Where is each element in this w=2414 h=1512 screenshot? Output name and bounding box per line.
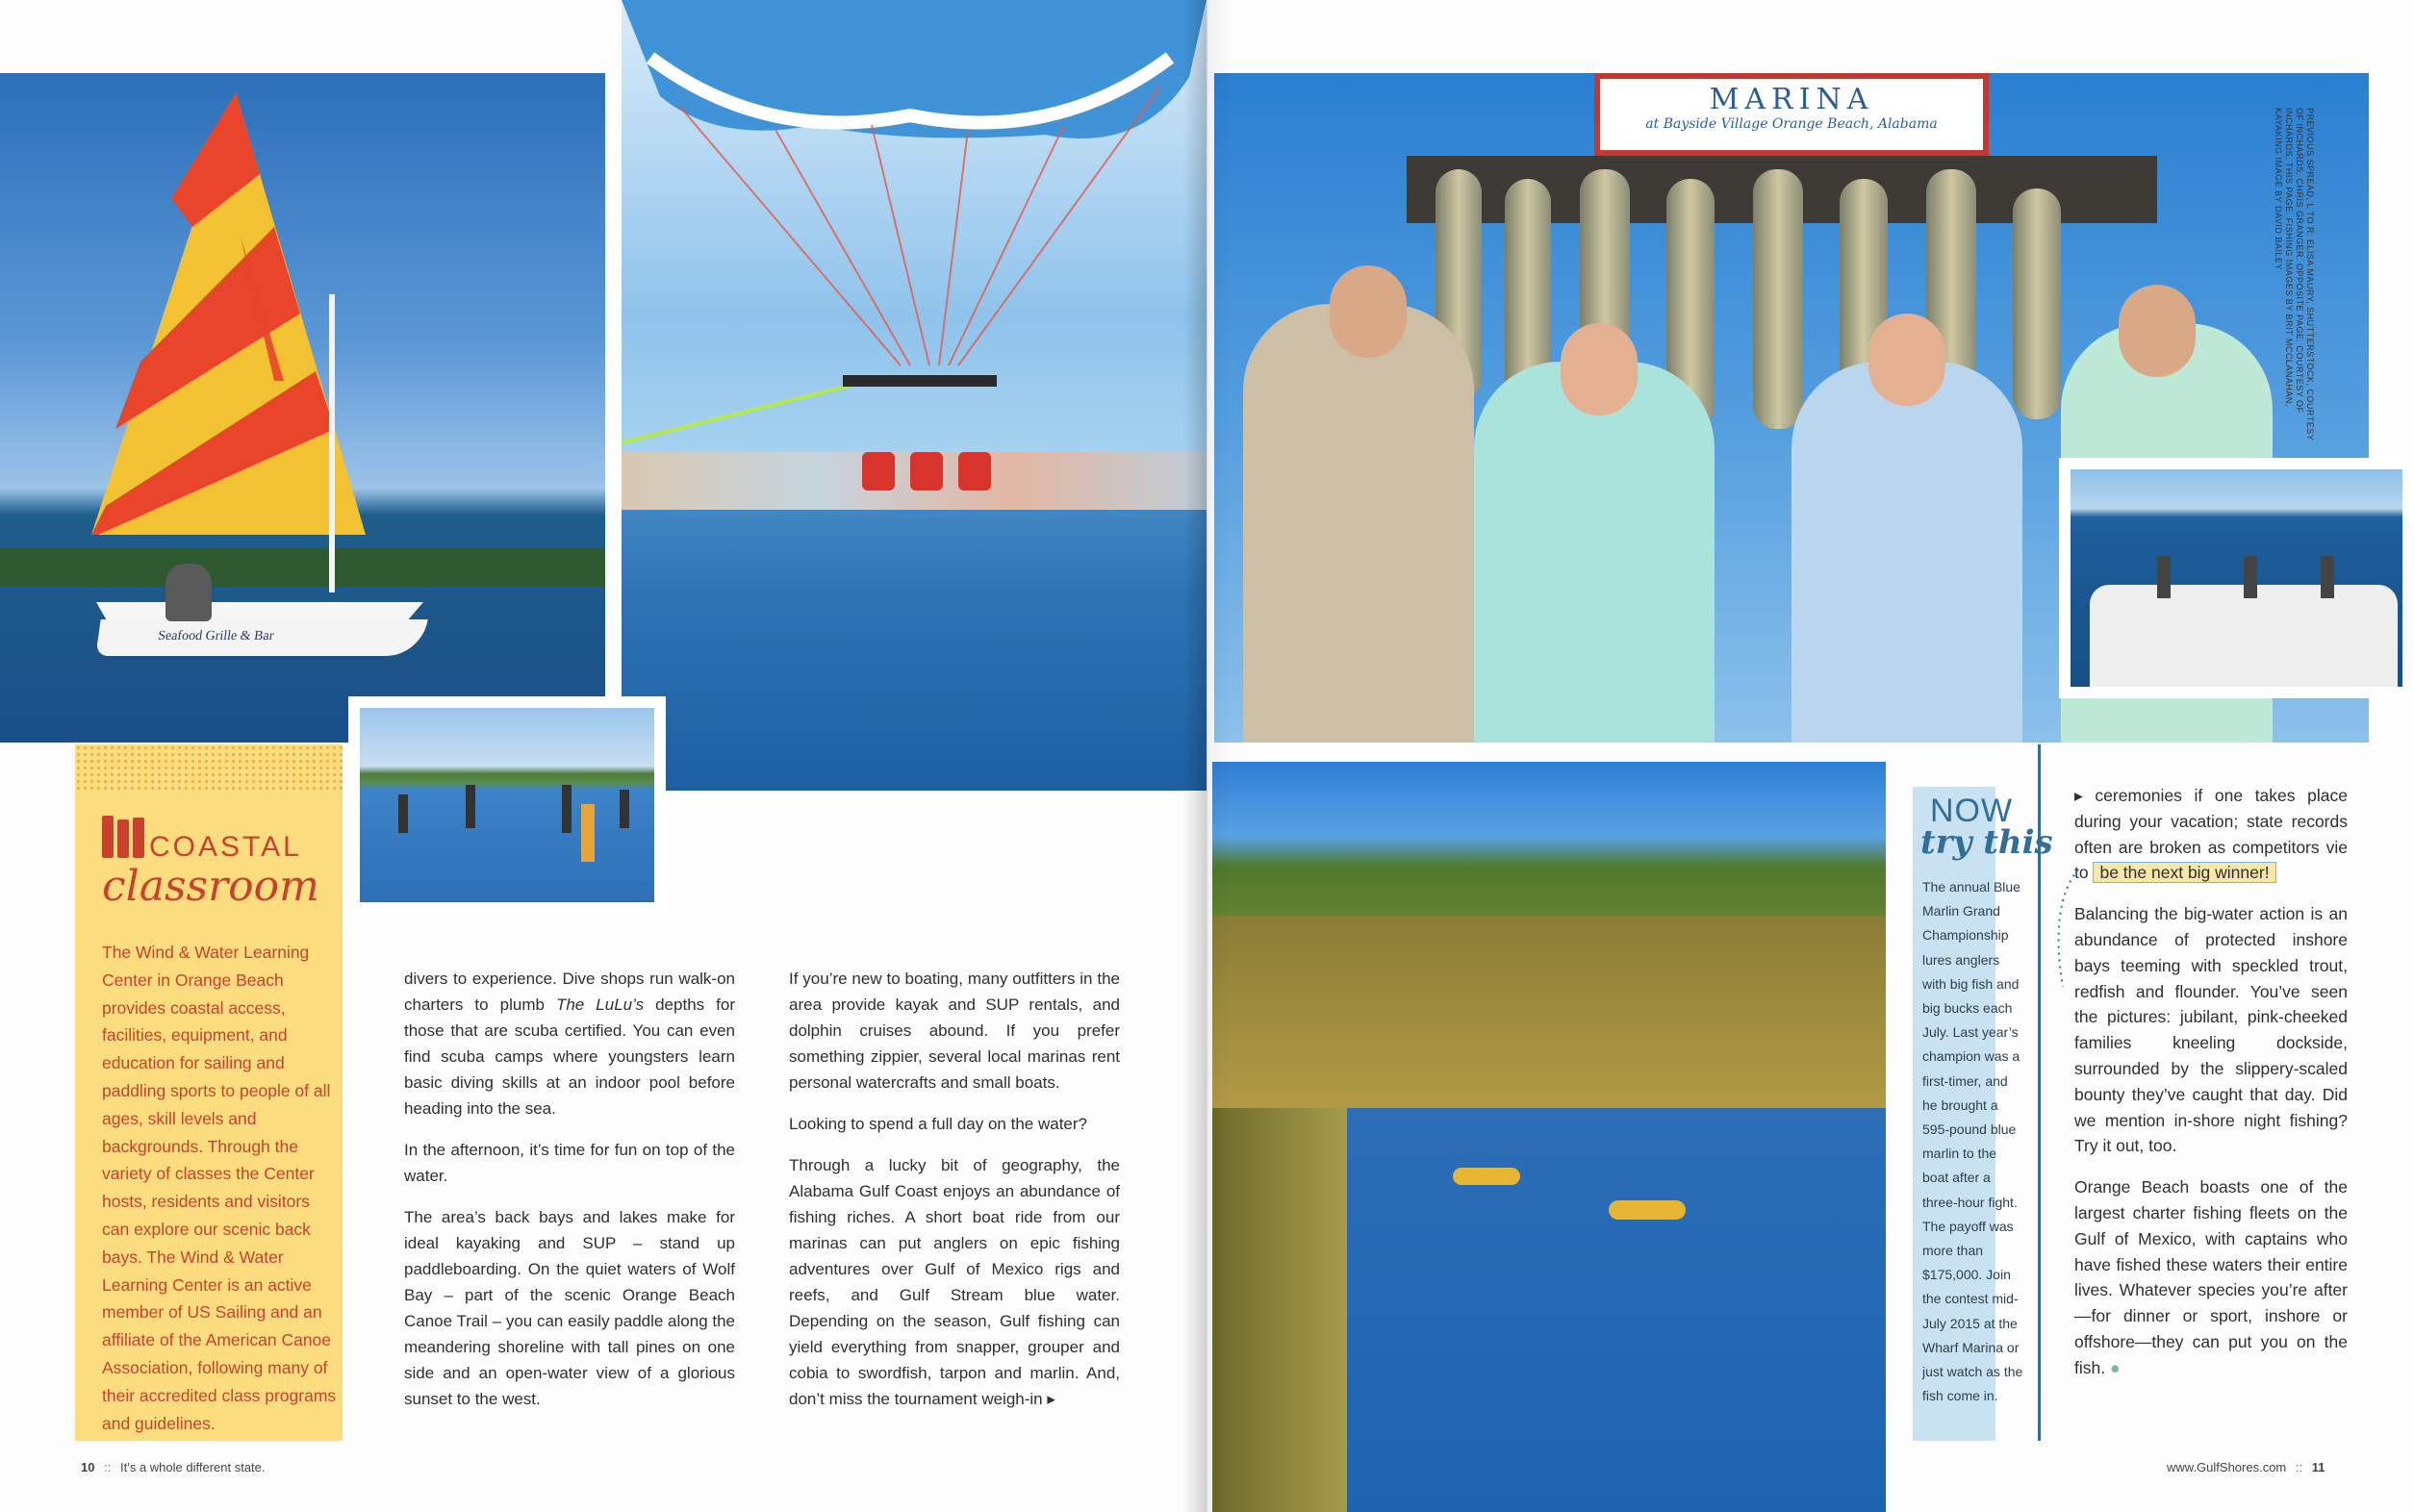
spine-shadow (1183, 0, 1232, 1512)
end-mark-icon: ● (2109, 1357, 2121, 1377)
folio-tagline: It’s a whole different state. (119, 1460, 266, 1474)
sailboat-hull (95, 619, 427, 656)
marina-sign (1594, 73, 1989, 156)
coastal-classroom-body: The Wind & Water Learning Center in Orange Beach provides coastal access, facilities, equipment, and education for sailing and paddling sports to people of all ages, skill levels and backgrounds. Through the variety of classes the Center hosts, residents and visitors can explore our scenic back bays. The Wind & Water Learning Center is an active member of US Sailing and an affiliate of the American Canoe Association, following many of their accredited class programs and guidelines. (102, 943, 337, 1433)
folio-separator: :: (104, 1460, 112, 1474)
kayak-2 (1609, 1200, 1686, 1220)
photo-credit: PREVIOUS SPREAD, L TO R: ELISA MAURY, SHUTTERSTOCK, COURTESY OF INCHARDS, CHRIS GRANGER. OPPOSITE PAGE: COURTESY OF INCHARDS. THIS PAGE: FISHING IMAGES BY BRIT MCCLANAHAN, KAYAKING IMAGE BY DAVID BAILEY (2274, 108, 2315, 441)
col1-paragraph-1: divers to experience. Dive shops run walk-on charters to plumb The LuLu’s depths for those that are scuba certified. You can even find scuba camps where youngsters learn basic diving skills at an indoor pool before heading into the sea. (404, 970, 736, 1118)
highlight-callout: be the next big winner! (2093, 862, 2275, 883)
col3-paragraph-2: Balancing the big-water action is an abundance of protected inshore bays teeming with speckled trout, redfish and flounder. You’ve seen the pictures: jubilant, pink-cheeked families kneeling dockside, surrounded by the slippery-scaled bounty they’ve caught that day. Did we mention in-shore night fishing? Try it out, too. (2074, 904, 2348, 1156)
col3-paragraph-3: Orange Beach boasts one of the largest charter fishing fleets on the Gulf of Mexico, with captains who have fished these waters their entire lives. Whatever species you’re after—for dinner or sport, inshore or offshore—they can put you on the fish. ● (2074, 1177, 2348, 1377)
right-folio (2167, 1460, 2325, 1474)
coastal-title: COASTAL (149, 831, 302, 863)
marina-sign-subtitle: at Bayside Village Orange Beach, Alabama (1645, 116, 1938, 132)
folio-separator: :: (2295, 1460, 2303, 1474)
now-heading: NOW (1930, 793, 2014, 829)
continue-arrow-icon: ▸ (1047, 1390, 1055, 1408)
body-column-1 (404, 966, 735, 1427)
body-column-2 (789, 966, 1120, 1427)
sail-graphic (77, 83, 423, 621)
dot-pattern (75, 744, 343, 793)
parasail-photo (622, 0, 1207, 791)
right-page-number: 11 (2311, 1460, 2325, 1474)
riders (852, 442, 997, 539)
left-folio (81, 1460, 266, 1474)
fisherman-3 (1791, 362, 2022, 743)
fishing-boat-photo (2059, 458, 2414, 698)
paddleboard-photo (348, 696, 666, 914)
parasail-canopy (622, 0, 1207, 481)
col2-paragraph-2: Looking to spend a full day on the water? (789, 1115, 1087, 1133)
col2-paragraph-3: Through a lucky bit of geography, the Alabama Gulf Coast enjoys an abundance of fishing riches. A short boat ride from our marinas can put anglers on epic fishing adventures over Gulf of Mexico rigs and reefs, and Gulf Stream blue water. Depending on the season, Gulf fishing can yield everything from snapper, grouper and cobia to swordfish, tarpon and marlin. And, don’t miss the tournament weigh-in ▸ (789, 1156, 1120, 1408)
col1-paragraph-3: The area’s back bays and lakes make for ideal kayaking and SUP – stand up paddleboarding. On the quiet waters of Wolf Bay – part of the scenic Orange Beach Canoe Trail – you can easily paddle along the meandering shoreline with tall pines on one side and an open-water view of a glorious sunset to the west. (404, 1208, 736, 1408)
sailor (165, 564, 212, 621)
now-try-this-body: The annual Blue Marlin Grand Championship lures anglers with big fish and big bucks each July. Last year’s champion was a first-timer, and he brought a 595-pound blue marlin to the boat after a three-hour fight. The payoff was more than $175,000. Join the contest mid-July 2015 at the Wharf Marina or just watch as the fish come in. (1922, 879, 2023, 1404)
marsh-foreground (1212, 1108, 1347, 1512)
marsh-grass (1212, 916, 1886, 1108)
dotted-connector (2049, 866, 2088, 991)
col3-paragraph-1: ▸ ceremonies if one takes place during your vacation; state records often are broken as competitors vie to be the next big winner! (2074, 786, 2348, 883)
try-this-heading: try this (1920, 823, 2053, 862)
fisherman-2 (1474, 362, 1715, 743)
kayak-1 (1453, 1168, 1520, 1185)
col2-paragraph-1: If you’re new to boating, many outfitters in the area provide kayak and SUP rentals, and dolphin cruises abound. If you prefer something zippier, several local marinas rent personal watercrafts and small boats. (789, 970, 1120, 1092)
classroom-title: classroom (102, 862, 319, 911)
sailboat-photo (0, 73, 605, 743)
hull-text: Seafood Grille & Bar (157, 629, 275, 643)
books-icon (102, 816, 148, 858)
folio-url: www.GulfShores.com (2167, 1460, 2287, 1474)
kayak-river-photo (1212, 762, 1886, 1512)
fisherman-1 (1243, 304, 1474, 743)
marina-sign-title: MARINA (1709, 83, 1874, 116)
left-page-number: 10 (81, 1460, 95, 1474)
continue-arrow-icon: ▸ (2074, 786, 2083, 805)
col1-paragraph-2: In the afternoon, it’s time for fun on top of the water. (404, 1141, 735, 1185)
body-column-3 (2074, 783, 2348, 1397)
